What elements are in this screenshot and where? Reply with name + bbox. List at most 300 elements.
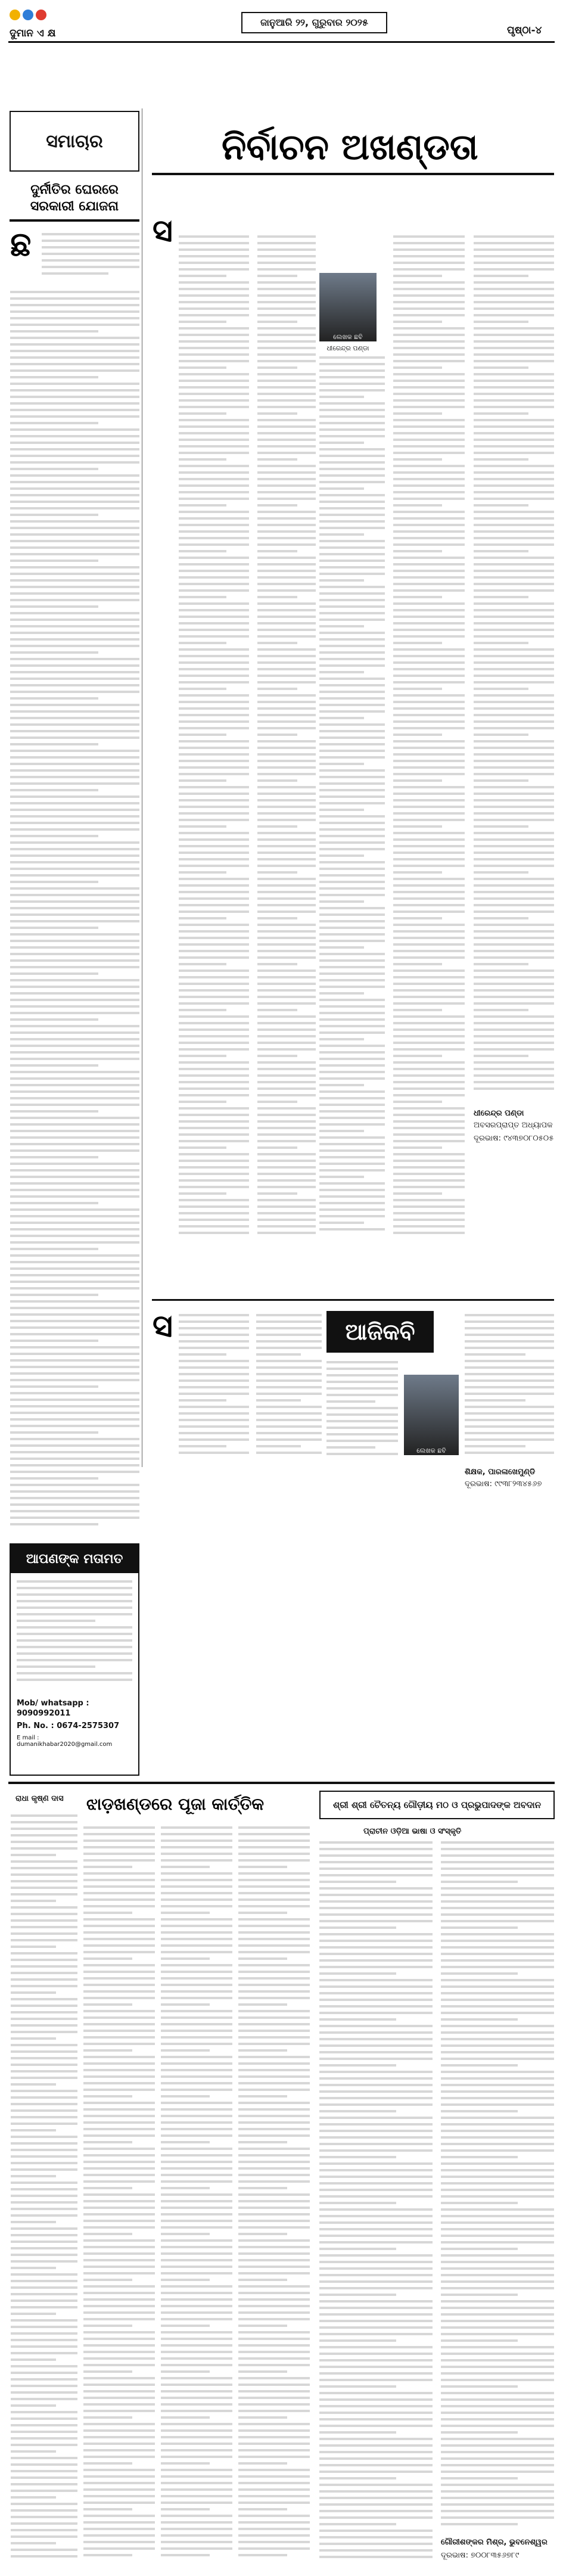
text-line: [319, 1979, 433, 1981]
text-line: [393, 589, 465, 592]
text-line: [257, 760, 316, 762]
text-line: [11, 1834, 77, 1837]
text-line: [319, 494, 385, 496]
text-line: [319, 2182, 433, 2185]
text-line: [257, 550, 297, 552]
text-line: [17, 1606, 132, 1609]
text-line: [161, 1872, 232, 1875]
text-line: [11, 2241, 77, 2243]
text-line: [179, 530, 249, 533]
text-line: [83, 2049, 132, 2052]
text-line: [10, 1340, 98, 1342]
text-line: [319, 2510, 433, 2512]
text-line: [393, 1160, 465, 1162]
text-line: [319, 501, 385, 503]
text-line: [238, 2167, 310, 2170]
text-line: [83, 2187, 132, 2189]
text-line: [10, 560, 98, 562]
text-line: [11, 1913, 77, 1915]
text-line: [179, 648, 249, 651]
text-line: [393, 1173, 465, 1175]
text-line: [441, 2398, 554, 2401]
text-line: [179, 1445, 226, 1447]
text-line: [83, 2338, 155, 2340]
text-line: [238, 2285, 310, 2288]
text-line: [11, 2313, 56, 2315]
text-line: [161, 2115, 232, 2117]
text-line: [474, 747, 554, 749]
text-line: [179, 334, 249, 336]
text-line: [161, 2488, 232, 2491]
bottom-headline-right: ଶ୍ରୀ ଶ୍ରୀ ଚୈତନ୍ୟ ଗୌଡ଼ୀୟ ମଠ ଓ ପ୍ରଭୁପାଦଙ୍କ ଅବଦାନ: [332, 1800, 542, 1810]
text-line: [10, 442, 139, 444]
text-line: [83, 2521, 155, 2524]
text-line: [179, 235, 249, 238]
text-line: [238, 2062, 310, 2065]
text-line: [11, 1946, 56, 1948]
text-line: [257, 1074, 316, 1077]
text-line: [393, 563, 465, 565]
text-line: [474, 484, 554, 487]
text-line: [238, 2410, 310, 2412]
text-line: [11, 2057, 77, 2059]
text-line: [319, 2471, 433, 2473]
text-line: [319, 2431, 396, 2434]
text-line: [319, 651, 385, 654]
text-line: [319, 2176, 433, 2178]
main-bottom-rule: [8, 1782, 555, 1784]
text-line: [393, 596, 442, 598]
text-line: [319, 2018, 396, 2021]
text-line: [10, 592, 139, 595]
text-line: [161, 2279, 210, 2281]
text-line: [257, 609, 316, 611]
text-line: [179, 1061, 249, 1064]
text-line: [161, 2325, 210, 2327]
text-line: [393, 799, 465, 801]
text-line: [83, 1997, 155, 1999]
text-line: [465, 1419, 554, 1421]
text-line: [257, 491, 316, 493]
text-line: [257, 589, 316, 592]
text-line: [441, 2523, 518, 2525]
text-line: [161, 1918, 232, 1921]
text-line: [161, 2475, 232, 2478]
text-line: [11, 2260, 77, 2263]
text-line: [179, 681, 249, 683]
text-line: [441, 2464, 554, 2466]
text-line: [11, 2064, 77, 2066]
text-line: [238, 2508, 287, 2510]
text-line: [326, 1381, 398, 1383]
text-line: [474, 819, 554, 821]
text-line: [161, 2010, 232, 2012]
text-line: [11, 2247, 77, 2249]
text-line: [393, 675, 465, 677]
text-line: [474, 852, 554, 854]
text-line: [161, 2148, 232, 2150]
text-line: [10, 1143, 139, 1145]
text-line: [161, 2364, 232, 2366]
text-line: [10, 894, 139, 896]
text-line: [441, 2169, 554, 2171]
text-line: [83, 2043, 155, 2045]
text-line: [10, 658, 139, 660]
text-line: [83, 2475, 155, 2478]
text-line: [238, 2056, 310, 2058]
text-line: [474, 779, 528, 782]
text-line: [10, 317, 139, 319]
text-line: [179, 1340, 249, 1343]
text-line: [319, 887, 385, 890]
text-line: [83, 2089, 155, 2091]
text-line: [319, 671, 364, 673]
text-line: [474, 340, 554, 343]
text-line: [10, 1222, 139, 1224]
text-line: [179, 347, 249, 349]
text-line: [441, 1913, 554, 1916]
text-line: [393, 753, 465, 756]
text-line: [257, 897, 316, 900]
text-line: [319, 743, 385, 745]
text-line: [238, 2384, 310, 2386]
text-line: [161, 1879, 232, 1881]
text-line: [179, 1347, 249, 1349]
text-line: [441, 1867, 554, 1870]
text-line: [83, 1912, 132, 1914]
text-line: [319, 2136, 433, 2139]
text-line: [474, 386, 554, 389]
text-line: [474, 524, 554, 526]
text-line: [238, 1879, 310, 1881]
text-line: [319, 1031, 385, 1034]
text-line: [11, 1821, 77, 1823]
text-line: [10, 1503, 139, 1506]
text-line: [441, 2261, 554, 2263]
text-line: [238, 2469, 310, 2471]
text-line: [474, 268, 554, 271]
text-line: [42, 233, 139, 235]
text-line: [179, 412, 226, 415]
text-line: [319, 1189, 385, 1191]
text-line: [393, 465, 465, 467]
text-line: [238, 2069, 310, 2071]
text-line: [319, 966, 385, 968]
text-line: [11, 2490, 77, 2492]
text-line: [10, 540, 139, 542]
text-line: [10, 704, 139, 706]
text-line: [10, 579, 139, 582]
text-line: [256, 1347, 322, 1349]
text-line: [393, 996, 465, 998]
text-line: [17, 1600, 132, 1602]
date-box: ଜାନୁଆରି ୨୨, ଗୁରୁବାର ୨୦୨୫: [241, 12, 387, 33]
text-line: [319, 756, 385, 759]
text-line: [474, 845, 554, 847]
text-line: [319, 2169, 433, 2171]
text-line: [319, 2307, 433, 2309]
text-line: [238, 1826, 310, 1829]
text-line: [257, 714, 316, 716]
text-line: [393, 281, 465, 284]
second-headline-box: [326, 1311, 434, 1353]
text-line: [319, 1913, 433, 1916]
text-line: [393, 740, 465, 742]
text-line: [441, 2038, 554, 2040]
text-line: [326, 1394, 398, 1396]
text-line: [319, 868, 385, 870]
text-line: [319, 2313, 433, 2316]
text-line: [393, 734, 442, 736]
text-line: [10, 1267, 139, 1270]
text-line: [257, 576, 316, 579]
text-line: [83, 2344, 155, 2347]
second-col-2: [256, 1314, 322, 1460]
text-line: [10, 1182, 139, 1185]
text-line: [179, 1179, 249, 1182]
text-line: [319, 2090, 433, 2093]
text-line: [257, 996, 316, 998]
text-line: [393, 793, 465, 795]
text-line: [10, 1464, 139, 1466]
text-line: [161, 2508, 210, 2510]
text-line: [238, 2239, 310, 2242]
text-line: [441, 1999, 554, 2001]
text-line: [319, 573, 385, 575]
text-line: [465, 1445, 525, 1447]
text-line: [474, 589, 554, 592]
text-line: [179, 340, 249, 343]
editorial-author-photo: ଲେଖକ ଛବି: [319, 273, 377, 341]
text-line: [179, 1219, 249, 1221]
text-line: [11, 2444, 77, 2446]
text-line: [11, 1893, 77, 1896]
text-line: [179, 1133, 249, 1136]
text-line: [238, 2338, 310, 2340]
text-line: [393, 609, 465, 611]
text-line: [10, 566, 139, 568]
text-line: [319, 2097, 433, 2099]
text-line: [179, 570, 249, 572]
text-line: [179, 543, 249, 546]
text-line: [10, 1366, 139, 1368]
text-line: [10, 789, 98, 791]
text-line: [179, 786, 249, 788]
text-line: [465, 1399, 525, 1402]
text-line: [319, 540, 385, 542]
text-line: [474, 255, 554, 257]
text-line: [257, 1002, 316, 1005]
text-line: [441, 1926, 518, 1929]
text-line: [393, 334, 465, 336]
text-line: [179, 1048, 249, 1051]
text-line: [319, 2077, 433, 2080]
text-line: [179, 950, 249, 952]
text-line: [179, 399, 249, 402]
text-line: [238, 2331, 310, 2333]
text-line: [257, 1028, 316, 1031]
text-line: [83, 1898, 155, 1901]
text-line: [257, 1225, 316, 1228]
second-phone: ଦୂରଭାଷ: ୯୯୩୮୨୩୪୫୬୭: [465, 1480, 542, 1489]
text-line: [10, 986, 139, 988]
text-line: [179, 773, 249, 775]
text-line: [393, 393, 465, 395]
text-line: [319, 1959, 433, 1962]
text-line: [83, 2102, 155, 2104]
text-line: [257, 465, 316, 467]
text-line: [257, 432, 316, 434]
text-line: [474, 307, 554, 310]
text-line: [393, 1133, 465, 1136]
text-line: [319, 389, 385, 391]
text-line: [179, 747, 249, 749]
text-line: [319, 533, 364, 536]
text-line: [238, 2095, 287, 2098]
text-line: [257, 301, 316, 303]
text-line: [474, 380, 554, 382]
text-line: [319, 638, 385, 641]
text-line: [257, 1192, 297, 1195]
text-line: [10, 1477, 98, 1480]
text-line: [11, 1873, 77, 1876]
text-line: [179, 865, 249, 867]
text-line: [441, 2412, 554, 2414]
text-line: [83, 2108, 155, 2111]
text-line: [161, 2259, 232, 2261]
text-line: [441, 2418, 554, 2420]
text-line: [441, 2018, 518, 2021]
text-line: [393, 524, 465, 526]
text-line: [319, 710, 385, 713]
text-line: [257, 1133, 316, 1136]
text-line: [319, 1867, 433, 1870]
text-line: [474, 970, 554, 972]
text-line: [474, 583, 554, 585]
text-line: [10, 946, 139, 949]
text-line: [10, 612, 139, 614]
text-line: [393, 1212, 465, 1214]
text-line: [83, 2469, 155, 2471]
text-line: [10, 494, 139, 496]
text-line: [10, 1471, 139, 1473]
text-line: [10, 402, 139, 405]
text-line: [393, 760, 465, 762]
text-line: [326, 1440, 398, 1442]
text-line: [319, 658, 385, 660]
text-line: [11, 2273, 77, 2276]
text-line: [441, 1992, 554, 1994]
text-line: [179, 1314, 249, 1316]
text-line: [179, 825, 226, 828]
text-line: [441, 2182, 554, 2185]
text-line: [161, 2030, 232, 2032]
text-line: [393, 924, 465, 926]
text-line: [10, 874, 139, 877]
text-line: [238, 2351, 310, 2353]
second-signature: ଶିକ୍ଷକ, ପାରଳାଖେମୁଣ୍ଡି: [465, 1468, 536, 1477]
text-line: [11, 2365, 77, 2367]
text-line: [179, 471, 249, 474]
text-line: [10, 678, 139, 680]
text-line: [319, 1025, 385, 1027]
text-line: [179, 1452, 249, 1454]
text-line: [179, 1094, 249, 1096]
text-line: [10, 1353, 139, 1355]
text-line: [326, 1433, 398, 1435]
text-line: [319, 664, 385, 667]
text-line: [474, 281, 554, 284]
text-line: [393, 1192, 442, 1195]
text-line: [474, 983, 554, 985]
text-line: [42, 253, 139, 255]
text-line: [83, 1977, 155, 1980]
text-line: [319, 1005, 385, 1008]
text-line: [441, 2136, 554, 2139]
text-line: [10, 1248, 98, 1250]
text-line: [11, 2136, 77, 2138]
text-line: [393, 904, 465, 906]
text-line: [10, 1379, 139, 1381]
text-line: [161, 2285, 232, 2288]
text-line: [465, 1373, 554, 1375]
text-line: [441, 2064, 518, 2067]
text-line: [83, 2207, 155, 2209]
text-line: [83, 2121, 155, 2124]
text-line: [179, 707, 249, 710]
text-line: [179, 563, 249, 565]
text-line: [441, 2189, 554, 2191]
text-line: [319, 1084, 364, 1086]
text-line: [257, 419, 316, 421]
text-line: [11, 2359, 56, 2361]
text-line: [257, 779, 297, 782]
text-line: [474, 498, 554, 500]
text-line: [257, 445, 316, 448]
text-line: [179, 589, 249, 592]
text-line: [10, 828, 139, 831]
text-line: [393, 963, 442, 965]
text-line: [393, 386, 465, 389]
text-line: [238, 2429, 310, 2432]
text-line: [441, 1894, 554, 1896]
text-line: [441, 1861, 554, 1863]
text-line: [393, 747, 465, 749]
text-line: [319, 717, 364, 719]
text-line: [257, 484, 316, 487]
text-line: [161, 2233, 210, 2235]
text-line: [319, 2221, 433, 2224]
text-line: [474, 1009, 528, 1011]
text-line: [256, 1412, 322, 1415]
text-line: [319, 946, 364, 949]
text-line: [10, 920, 139, 922]
text-line: [474, 347, 554, 349]
text-line: [319, 1123, 385, 1126]
text-line: [474, 570, 554, 572]
text-line: [179, 740, 249, 742]
text-line: [474, 1061, 554, 1064]
masthead-dots: [10, 10, 46, 20]
bottom-footer-name: ଗୌରୀଶଙ୍କର ମିଶ୍ର, ଭୁବନେଶ୍ୱର: [441, 2538, 548, 2547]
ad-box: [10, 1543, 139, 1776]
text-line: [319, 841, 385, 844]
text-line: [319, 468, 385, 470]
text-line: [238, 2370, 287, 2373]
text-line: [319, 2162, 433, 2165]
text-line: [179, 596, 226, 598]
second-headline: ଆଜିକବି: [345, 1318, 415, 1345]
